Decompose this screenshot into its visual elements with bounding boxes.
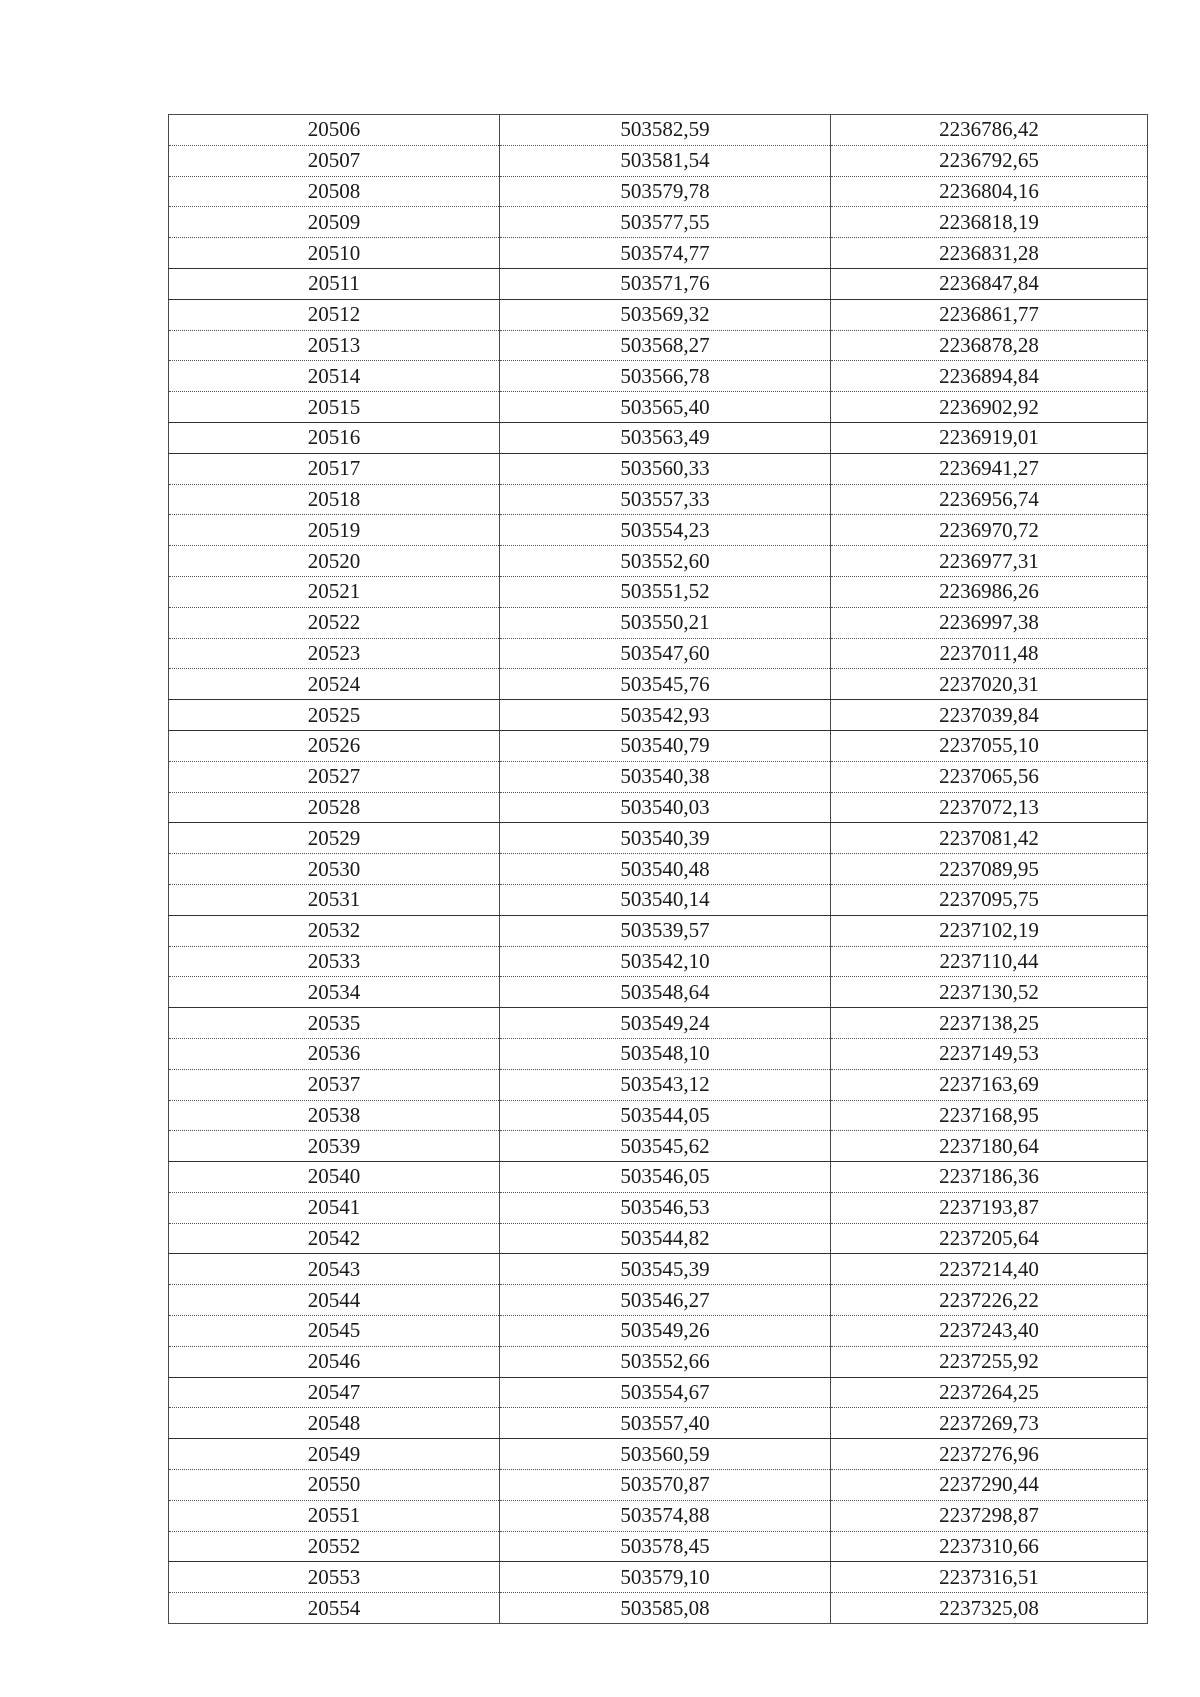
y-coordinate-cell: 2236997,38 bbox=[831, 607, 1148, 638]
y-coordinate-cell: 2236786,42 bbox=[831, 115, 1148, 146]
point-number-cell: 20549 bbox=[169, 1439, 500, 1470]
point-number-cell: 20540 bbox=[169, 1162, 500, 1193]
x-coordinate-cell: 503544,05 bbox=[500, 1100, 831, 1131]
point-number-cell: 20533 bbox=[169, 946, 500, 977]
table-row bbox=[169, 1254, 1148, 1285]
y-coordinate-cell: 2237130,52 bbox=[831, 977, 1148, 1008]
y-coordinate-cell: 2237039,84 bbox=[831, 700, 1148, 731]
point-number-cell: 20518 bbox=[169, 484, 500, 515]
x-coordinate-cell: 503547,60 bbox=[500, 638, 831, 669]
y-coordinate-cell: 2237055,10 bbox=[831, 730, 1148, 761]
x-coordinate-cell: 503539,57 bbox=[500, 915, 831, 946]
x-coordinate-cell: 503570,87 bbox=[500, 1470, 831, 1501]
y-coordinate-cell: 2237298,87 bbox=[831, 1500, 1148, 1531]
table-row bbox=[169, 515, 1148, 546]
table-row bbox=[169, 330, 1148, 361]
y-coordinate-cell: 2236919,01 bbox=[831, 422, 1148, 453]
y-coordinate-cell: 2237316,51 bbox=[831, 1562, 1148, 1593]
table-row bbox=[169, 884, 1148, 915]
x-coordinate-cell: 503540,79 bbox=[500, 730, 831, 761]
point-number-cell: 20545 bbox=[169, 1316, 500, 1347]
y-coordinate-cell: 2237325,08 bbox=[831, 1593, 1148, 1624]
x-coordinate-cell: 503545,39 bbox=[500, 1254, 831, 1285]
y-coordinate-cell: 2237163,69 bbox=[831, 1069, 1148, 1100]
x-coordinate-cell: 503560,59 bbox=[500, 1439, 831, 1470]
point-number-cell: 20550 bbox=[169, 1470, 500, 1501]
x-coordinate-cell: 503557,40 bbox=[500, 1408, 831, 1439]
x-coordinate-cell: 503543,12 bbox=[500, 1069, 831, 1100]
x-coordinate-cell: 503554,23 bbox=[500, 515, 831, 546]
point-number-cell: 20547 bbox=[169, 1377, 500, 1408]
y-coordinate-cell: 2237168,95 bbox=[831, 1100, 1148, 1131]
y-coordinate-cell: 2236792,65 bbox=[831, 145, 1148, 176]
point-number-cell: 20536 bbox=[169, 1038, 500, 1069]
x-coordinate-cell: 503579,10 bbox=[500, 1562, 831, 1593]
table-row bbox=[169, 946, 1148, 977]
x-coordinate-cell: 503585,08 bbox=[500, 1593, 831, 1624]
x-coordinate-cell: 503548,10 bbox=[500, 1038, 831, 1069]
point-number-cell: 20522 bbox=[169, 607, 500, 638]
y-coordinate-cell: 2237011,48 bbox=[831, 638, 1148, 669]
x-coordinate-cell: 503542,93 bbox=[500, 700, 831, 731]
x-coordinate-cell: 503542,10 bbox=[500, 946, 831, 977]
y-coordinate-cell: 2237264,25 bbox=[831, 1377, 1148, 1408]
point-number-cell: 20527 bbox=[169, 761, 500, 792]
point-number-cell: 20516 bbox=[169, 422, 500, 453]
point-number-cell: 20530 bbox=[169, 854, 500, 885]
point-number-cell: 20523 bbox=[169, 638, 500, 669]
x-coordinate-cell: 503552,60 bbox=[500, 546, 831, 577]
y-coordinate-cell: 2237089,95 bbox=[831, 854, 1148, 885]
x-coordinate-cell: 503577,55 bbox=[500, 207, 831, 238]
x-coordinate-cell: 503574,88 bbox=[500, 1500, 831, 1531]
x-coordinate-cell: 503551,52 bbox=[500, 576, 831, 607]
table-row bbox=[169, 1593, 1148, 1624]
x-coordinate-cell: 503546,05 bbox=[500, 1162, 831, 1193]
table-row bbox=[169, 1131, 1148, 1162]
x-coordinate-cell: 503552,66 bbox=[500, 1346, 831, 1377]
table-row bbox=[169, 1192, 1148, 1223]
point-number-cell: 20531 bbox=[169, 884, 500, 915]
point-number-cell: 20526 bbox=[169, 730, 500, 761]
table-row bbox=[169, 1562, 1148, 1593]
table-row bbox=[169, 1470, 1148, 1501]
coordinates-table bbox=[168, 114, 1148, 1624]
x-coordinate-cell: 503540,39 bbox=[500, 823, 831, 854]
point-number-cell: 20510 bbox=[169, 238, 500, 269]
table-row bbox=[169, 638, 1148, 669]
y-coordinate-cell: 2237226,22 bbox=[831, 1285, 1148, 1316]
point-number-cell: 20544 bbox=[169, 1285, 500, 1316]
point-number-cell: 20532 bbox=[169, 915, 500, 946]
x-coordinate-cell: 503546,27 bbox=[500, 1285, 831, 1316]
table-row bbox=[169, 915, 1148, 946]
table-row bbox=[169, 238, 1148, 269]
table-row bbox=[169, 1346, 1148, 1377]
table-row bbox=[169, 607, 1148, 638]
table-row bbox=[169, 977, 1148, 1008]
point-number-cell: 20512 bbox=[169, 299, 500, 330]
table-row bbox=[169, 823, 1148, 854]
y-coordinate-cell: 2237065,56 bbox=[831, 761, 1148, 792]
x-coordinate-cell: 503554,67 bbox=[500, 1377, 831, 1408]
table-row bbox=[169, 1069, 1148, 1100]
table-row bbox=[169, 1531, 1148, 1562]
table-row bbox=[169, 730, 1148, 761]
table-row bbox=[169, 1439, 1148, 1470]
y-coordinate-cell: 2236986,26 bbox=[831, 576, 1148, 607]
x-coordinate-cell: 503581,54 bbox=[500, 145, 831, 176]
x-coordinate-cell: 503557,33 bbox=[500, 484, 831, 515]
point-number-cell: 20552 bbox=[169, 1531, 500, 1562]
y-coordinate-cell: 2236847,84 bbox=[831, 268, 1148, 299]
x-coordinate-cell: 503578,45 bbox=[500, 1531, 831, 1562]
point-number-cell: 20546 bbox=[169, 1346, 500, 1377]
point-number-cell: 20554 bbox=[169, 1593, 500, 1624]
y-coordinate-cell: 2236831,28 bbox=[831, 238, 1148, 269]
point-number-cell: 20543 bbox=[169, 1254, 500, 1285]
y-coordinate-cell: 2237255,92 bbox=[831, 1346, 1148, 1377]
coordinates-table-body bbox=[169, 115, 1148, 1624]
point-number-cell: 20529 bbox=[169, 823, 500, 854]
point-number-cell: 20542 bbox=[169, 1223, 500, 1254]
y-coordinate-cell: 2236818,19 bbox=[831, 207, 1148, 238]
table-row bbox=[169, 1038, 1148, 1069]
table-row bbox=[169, 1500, 1148, 1531]
x-coordinate-cell: 503560,33 bbox=[500, 453, 831, 484]
table-row bbox=[169, 1285, 1148, 1316]
y-coordinate-cell: 2237149,53 bbox=[831, 1038, 1148, 1069]
point-number-cell: 20514 bbox=[169, 361, 500, 392]
table-row bbox=[169, 1316, 1148, 1347]
y-coordinate-cell: 2237193,87 bbox=[831, 1192, 1148, 1223]
x-coordinate-cell: 503540,48 bbox=[500, 854, 831, 885]
x-coordinate-cell: 503582,59 bbox=[500, 115, 831, 146]
y-coordinate-cell: 2236956,74 bbox=[831, 484, 1148, 515]
x-coordinate-cell: 503569,32 bbox=[500, 299, 831, 330]
y-coordinate-cell: 2237186,36 bbox=[831, 1162, 1148, 1193]
x-coordinate-cell: 503571,76 bbox=[500, 268, 831, 299]
point-number-cell: 20507 bbox=[169, 145, 500, 176]
point-number-cell: 20524 bbox=[169, 669, 500, 700]
point-number-cell: 20508 bbox=[169, 176, 500, 207]
table-row bbox=[169, 484, 1148, 515]
table-row bbox=[169, 453, 1148, 484]
y-coordinate-cell: 2236941,27 bbox=[831, 453, 1148, 484]
y-coordinate-cell: 2237243,40 bbox=[831, 1316, 1148, 1347]
table-row bbox=[169, 422, 1148, 453]
point-number-cell: 20509 bbox=[169, 207, 500, 238]
y-coordinate-cell: 2237095,75 bbox=[831, 884, 1148, 915]
y-coordinate-cell: 2237310,66 bbox=[831, 1531, 1148, 1562]
x-coordinate-cell: 503540,14 bbox=[500, 884, 831, 915]
y-coordinate-cell: 2237269,73 bbox=[831, 1408, 1148, 1439]
table-row bbox=[169, 546, 1148, 577]
x-coordinate-cell: 503549,26 bbox=[500, 1316, 831, 1347]
x-coordinate-cell: 503563,49 bbox=[500, 422, 831, 453]
table-row bbox=[169, 792, 1148, 823]
table-row bbox=[169, 700, 1148, 731]
x-coordinate-cell: 503579,78 bbox=[500, 176, 831, 207]
x-coordinate-cell: 503565,40 bbox=[500, 392, 831, 423]
y-coordinate-cell: 2236878,28 bbox=[831, 330, 1148, 361]
point-number-cell: 20515 bbox=[169, 392, 500, 423]
point-number-cell: 20520 bbox=[169, 546, 500, 577]
point-number-cell: 20511 bbox=[169, 268, 500, 299]
table-row bbox=[169, 392, 1148, 423]
point-number-cell: 20553 bbox=[169, 1562, 500, 1593]
y-coordinate-cell: 2237110,44 bbox=[831, 946, 1148, 977]
table-row bbox=[169, 1008, 1148, 1039]
x-coordinate-cell: 503540,03 bbox=[500, 792, 831, 823]
y-coordinate-cell: 2237276,96 bbox=[831, 1439, 1148, 1470]
point-number-cell: 20506 bbox=[169, 115, 500, 146]
x-coordinate-cell: 503574,77 bbox=[500, 238, 831, 269]
point-number-cell: 20525 bbox=[169, 700, 500, 731]
y-coordinate-cell: 2237205,64 bbox=[831, 1223, 1148, 1254]
x-coordinate-cell: 503549,24 bbox=[500, 1008, 831, 1039]
table-row bbox=[169, 669, 1148, 700]
point-number-cell: 20517 bbox=[169, 453, 500, 484]
x-coordinate-cell: 503550,21 bbox=[500, 607, 831, 638]
table-row bbox=[169, 1408, 1148, 1439]
x-coordinate-cell: 503544,82 bbox=[500, 1223, 831, 1254]
table-row bbox=[169, 1223, 1148, 1254]
y-coordinate-cell: 2236894,84 bbox=[831, 361, 1148, 392]
x-coordinate-cell: 503548,64 bbox=[500, 977, 831, 1008]
y-coordinate-cell: 2237138,25 bbox=[831, 1008, 1148, 1039]
y-coordinate-cell: 2237290,44 bbox=[831, 1470, 1148, 1501]
point-number-cell: 20513 bbox=[169, 330, 500, 361]
point-number-cell: 20551 bbox=[169, 1500, 500, 1531]
y-coordinate-cell: 2236861,77 bbox=[831, 299, 1148, 330]
point-number-cell: 20538 bbox=[169, 1100, 500, 1131]
point-number-cell: 20548 bbox=[169, 1408, 500, 1439]
x-coordinate-cell: 503566,78 bbox=[500, 361, 831, 392]
table-row bbox=[169, 299, 1148, 330]
x-coordinate-cell: 503568,27 bbox=[500, 330, 831, 361]
point-number-cell: 20535 bbox=[169, 1008, 500, 1039]
table-row bbox=[169, 576, 1148, 607]
table-row bbox=[169, 1100, 1148, 1131]
point-number-cell: 20519 bbox=[169, 515, 500, 546]
table-row bbox=[169, 1377, 1148, 1408]
x-coordinate-cell: 503545,76 bbox=[500, 669, 831, 700]
table-row bbox=[169, 115, 1148, 146]
y-coordinate-cell: 2237020,31 bbox=[831, 669, 1148, 700]
y-coordinate-cell: 2237081,42 bbox=[831, 823, 1148, 854]
point-number-cell: 20537 bbox=[169, 1069, 500, 1100]
y-coordinate-cell: 2236970,72 bbox=[831, 515, 1148, 546]
point-number-cell: 20528 bbox=[169, 792, 500, 823]
point-number-cell: 20534 bbox=[169, 977, 500, 1008]
table-row bbox=[169, 361, 1148, 392]
point-number-cell: 20521 bbox=[169, 576, 500, 607]
y-coordinate-cell: 2237102,19 bbox=[831, 915, 1148, 946]
x-coordinate-cell: 503540,38 bbox=[500, 761, 831, 792]
table-row bbox=[169, 854, 1148, 885]
y-coordinate-cell: 2237214,40 bbox=[831, 1254, 1148, 1285]
y-coordinate-cell: 2237180,64 bbox=[831, 1131, 1148, 1162]
table-row bbox=[169, 176, 1148, 207]
table-row bbox=[169, 207, 1148, 238]
table-row bbox=[169, 268, 1148, 299]
y-coordinate-cell: 2236902,92 bbox=[831, 392, 1148, 423]
table-row bbox=[169, 145, 1148, 176]
x-coordinate-cell: 503546,53 bbox=[500, 1192, 831, 1223]
table-row bbox=[169, 1162, 1148, 1193]
y-coordinate-cell: 2236977,31 bbox=[831, 546, 1148, 577]
y-coordinate-cell: 2236804,16 bbox=[831, 176, 1148, 207]
x-coordinate-cell: 503545,62 bbox=[500, 1131, 831, 1162]
point-number-cell: 20539 bbox=[169, 1131, 500, 1162]
point-number-cell: 20541 bbox=[169, 1192, 500, 1223]
table-row bbox=[169, 761, 1148, 792]
y-coordinate-cell: 2237072,13 bbox=[831, 792, 1148, 823]
